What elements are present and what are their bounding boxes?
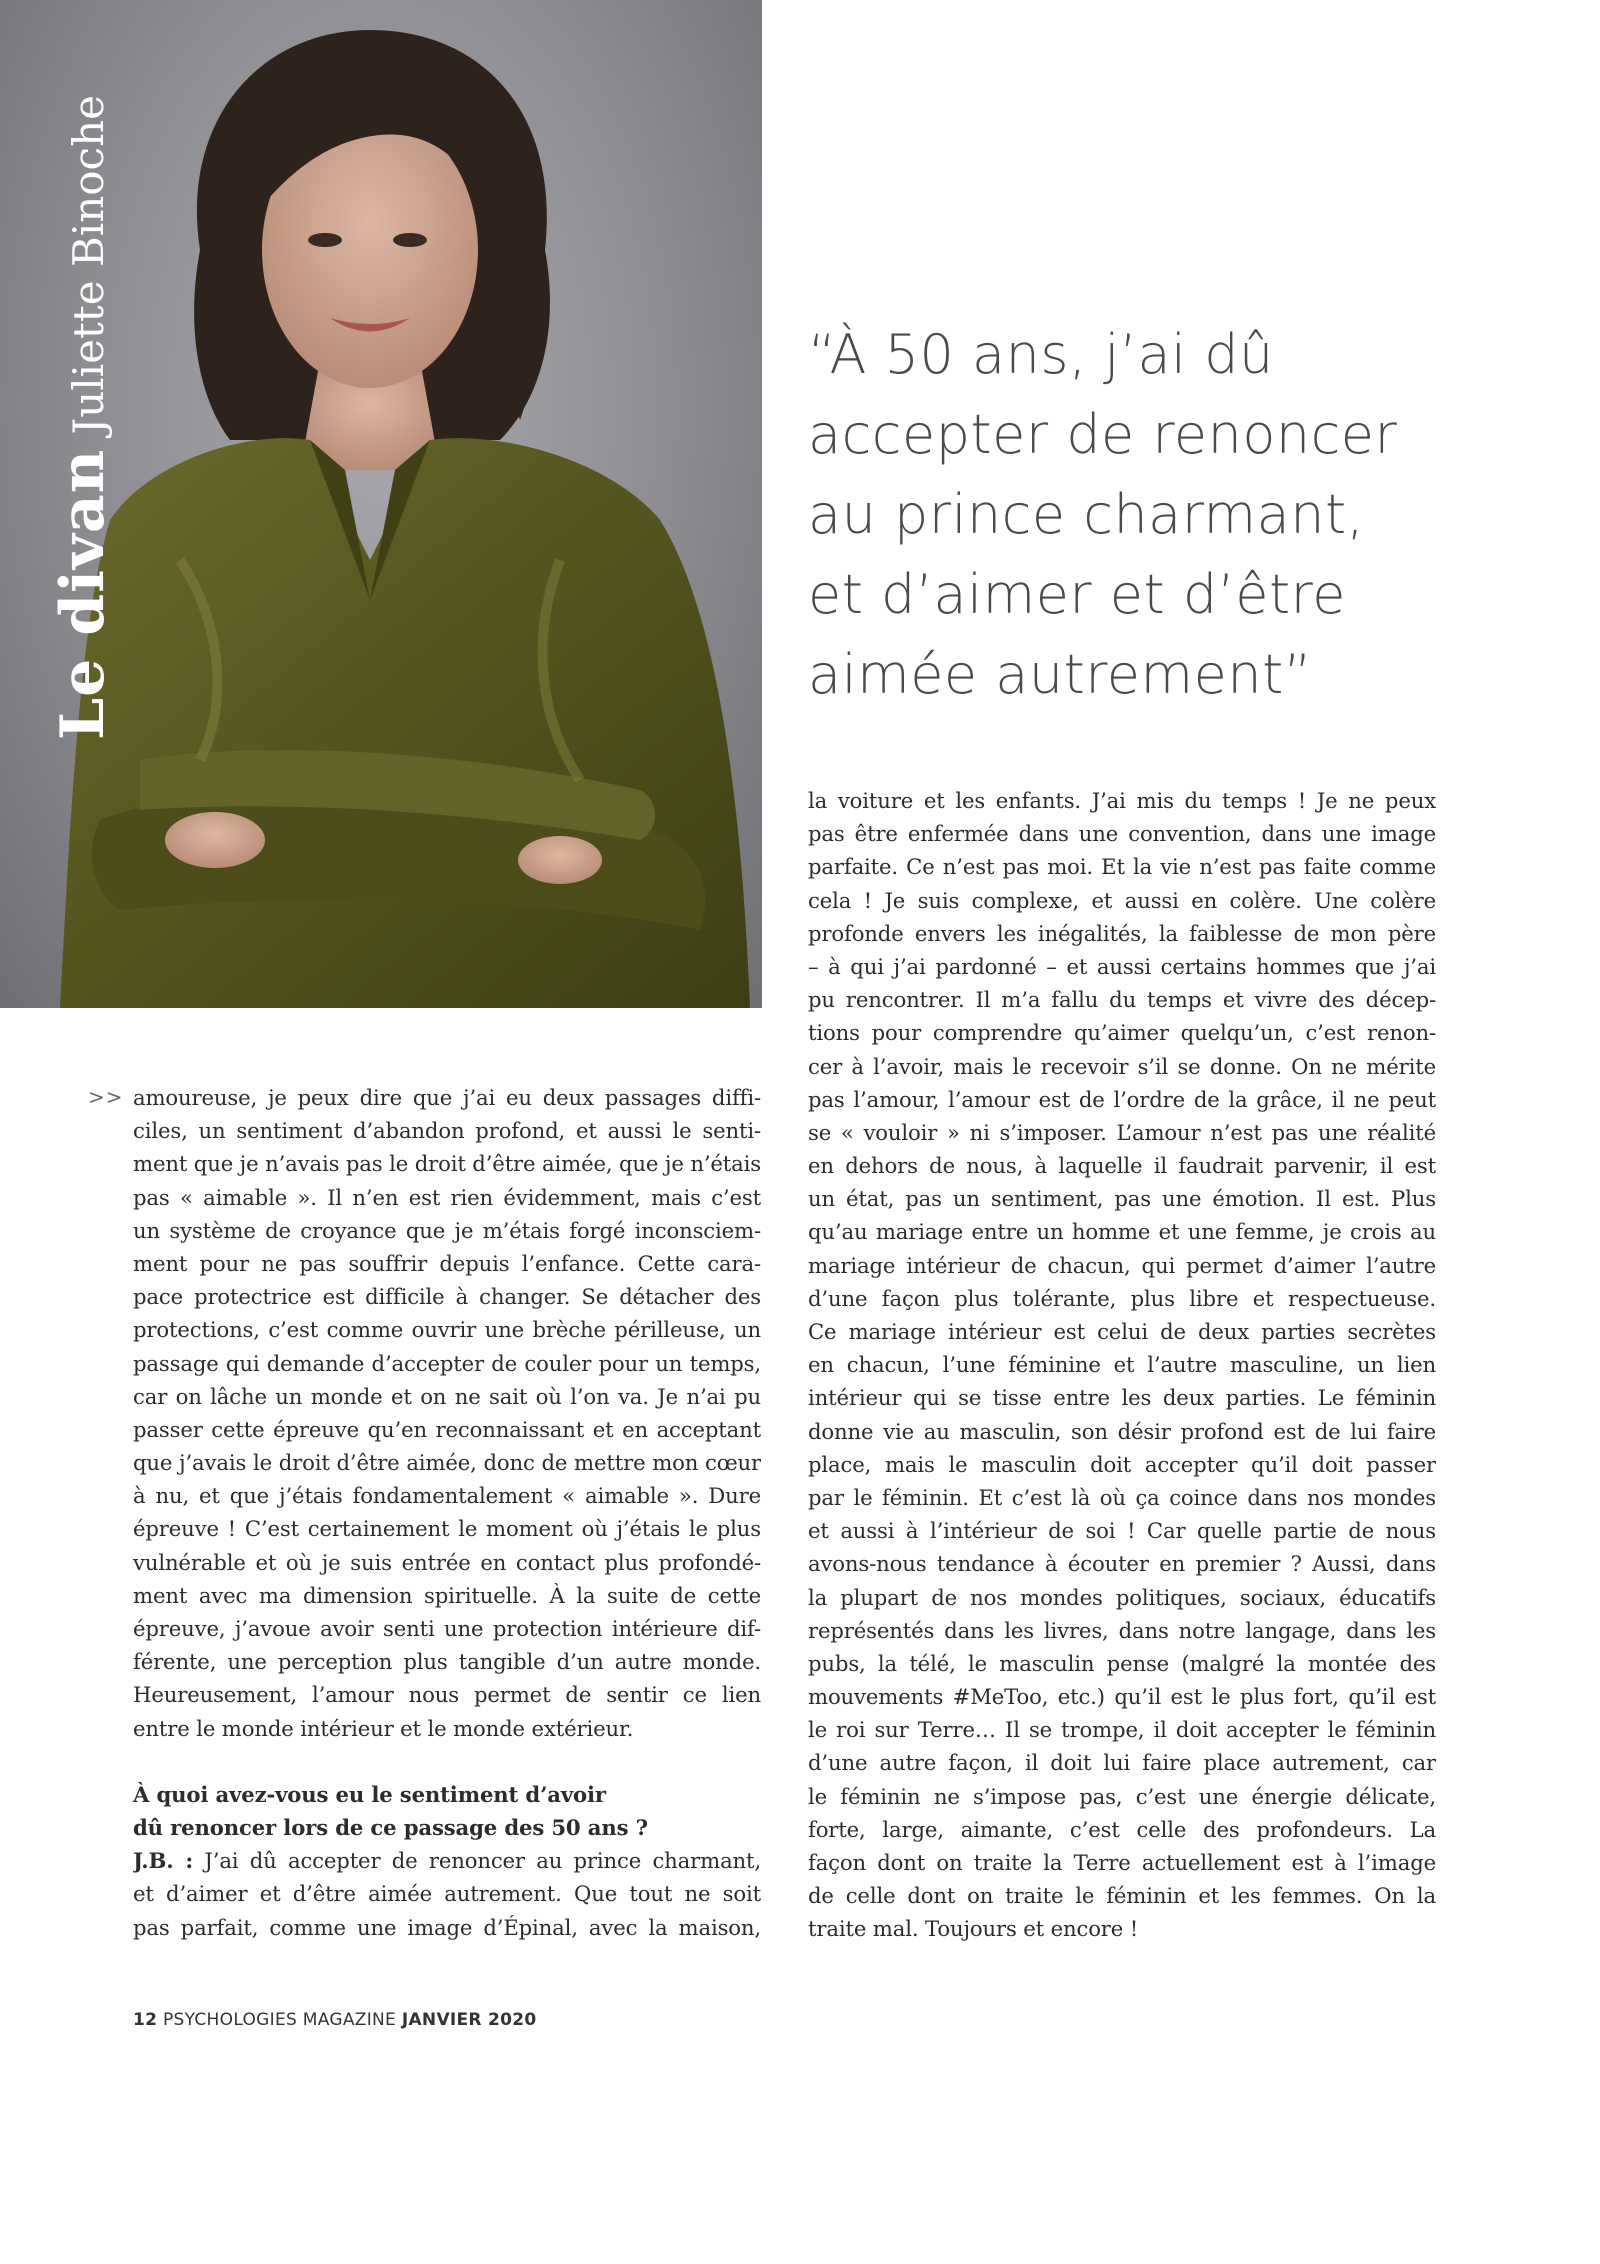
text-line: épreuve, j’avoue avoir senti une protection intérieure dif-	[133, 1616, 761, 1641]
text-line: vulnérable et où je suis entrée en contact plus profondé-	[133, 1549, 761, 1575]
text-line: Ce mariage intérieur est celui de deux parties secrètes	[808, 1319, 1436, 1344]
question-line: À quoi avez-vous eu le sentiment d’avoir	[133, 1781, 606, 1807]
answer-first-text: J’ai dû accepter de renoncer au prince charmant,	[193, 1848, 761, 1874]
answer-line: pas parfait, comme une image d’Épinal, avec la maison,	[133, 1914, 761, 1940]
text-line: pas l’amour, l’amour est de l’ordre de la grâce, il ne peut	[808, 1086, 1436, 1112]
text-line: d’une façon plus tolérante, plus libre et respectueuse.	[808, 1285, 1436, 1311]
interviewee-name: Juliette Binoche	[64, 95, 113, 435]
page-footer	[133, 2010, 537, 2030]
text-line: à nu, et que j’étais fondamentalement « aimable ». Dure	[133, 1483, 761, 1509]
left-column-body	[133, 1081, 761, 1745]
issue-date: JANVIER 2020	[401, 2010, 537, 2030]
text-line: pace protectrice est difficile à changer. Se détacher des	[133, 1284, 761, 1310]
text-line: qu’au mariage entre un homme et une femme, je crois au	[808, 1219, 1436, 1245]
text-line: ment pour ne pas souffrir depuis l’enfance. Cette cara-	[133, 1250, 761, 1276]
text-line: profonde envers les inégalités, la faiblesse de mon père	[808, 920, 1436, 946]
text-line: en dehors de nous, à laquelle il faudrait parvenir, il est	[808, 1153, 1436, 1179]
text-line: entre le monde intérieur et le monde extérieur.	[133, 1715, 634, 1741]
question-line: dû renoncer lors de ce passage des 50 ans ?	[133, 1814, 648, 1840]
text-line: – à qui j’ai pardonné – et aussi certains hommes que j’ai	[808, 953, 1436, 979]
answer-speaker: J.B. :	[133, 1848, 194, 1874]
text-line: ciles, un sentiment d’abandon profond, et aussi le senti-	[133, 1118, 761, 1144]
text-line: car on lâche un monde et on ne sait où l’on va. Je n’ai pu	[133, 1383, 761, 1409]
text-line: la plupart de nos mondes politiques, sociaux, éducatifs	[808, 1584, 1436, 1610]
text-line: représentés dans les livres, dans notre langage, dans les	[808, 1617, 1436, 1643]
text-line: de celle dont on traite le féminin et les femmes. On la	[808, 1883, 1436, 1909]
text-line: que j’avais le droit d’être aimée, donc de mettre mon cœur	[133, 1450, 761, 1476]
text-line: un état, pas un sentiment, pas une émotion. Il est. Plus	[808, 1186, 1436, 1212]
text-line: intérieur qui se tisse entre les deux parties. Le féminin	[808, 1385, 1436, 1411]
text-line: pas être enfermée dans une convention, dans une image	[808, 821, 1436, 847]
text-line: forte, large, aimante, c’est celle des profondeurs. La	[808, 1816, 1436, 1842]
text-line: se « vouloir » ni s’imposer. L’amour n’est pas une réalité	[808, 1119, 1436, 1145]
text-line: férente, une perception plus tangible d’un autre monde.	[133, 1649, 761, 1675]
interview-answer	[133, 1844, 761, 1944]
pull-quote-line: au prince charmant,	[808, 483, 1365, 546]
text-line: en chacun, l’une féminine et l’autre masculine, un lien	[808, 1352, 1436, 1378]
text-line: mariage intérieur de chacun, qui permet d’aimer l’autre	[808, 1252, 1436, 1278]
right-column	[808, 784, 1436, 1946]
text-line: le roi sur Terre… Il se trompe, il doit accepter le féminin	[808, 1717, 1436, 1743]
text-line: Heureusement, l’amour nous permet de sentir ce lien	[133, 1682, 761, 1708]
text-line: pubs, la télé, le masculin pense (malgré la montée des	[808, 1650, 1436, 1676]
text-line: ment que je n’avais pas le droit d’être aimée, que je n’étais	[133, 1151, 761, 1177]
text-line: pu rencontrer. Il m’a fallu du temps et vivre des décep-	[808, 987, 1436, 1013]
text-line: mouvements #MeToo, etc.) qu’il est le plus fort, qu’il est	[808, 1684, 1436, 1710]
text-line: protections, c’est comme ouvrir une brèche périlleuse, un	[133, 1317, 761, 1343]
text-line: par le féminin. Et c’est là où ça coince dans nos mondes	[808, 1484, 1436, 1510]
answer-line: et d’aimer et d’être aimée autrement. Que tout ne soit	[133, 1881, 761, 1907]
pull-quote-line: et d’aimer et d’être	[808, 563, 1346, 626]
text-line: pas « aimable ». Il n’en est rien évidemment, mais c’est	[133, 1184, 761, 1210]
text-line: façon dont on traite la Terre actuellement est à l’image	[808, 1850, 1436, 1875]
pull-quote-line: accepter de renoncer	[808, 403, 1398, 466]
text-line: d’une autre façon, il doit lui faire place autrement, car	[808, 1750, 1436, 1776]
text-line: donne vie au masculin, son désir profond est de lui faire	[808, 1418, 1436, 1444]
left-column	[133, 1081, 761, 1944]
pull-quote-line: aimée autrement”	[808, 643, 1313, 706]
text-line: amoureuse, je peux dire que j’ai eu deux passages diffi-	[133, 1085, 761, 1110]
text-line: ment avec ma dimension spirituelle. À la suite de cette	[133, 1582, 761, 1608]
section-label: Le divan	[48, 448, 118, 740]
text-line: la voiture et les enfants. J’ai mis du temps ! Je ne peux	[808, 788, 1436, 813]
text-line: cer à l’avoir, mais le recevoir s’il se donne. On ne mérite	[808, 1053, 1436, 1079]
interview-question	[133, 1778, 761, 1844]
pull-quote	[808, 315, 1508, 715]
text-line: passer cette épreuve qu’en reconnaissant et en acceptant	[133, 1416, 761, 1442]
text-line: le féminin ne s’impose pas, c’est une énergie délicate,	[808, 1783, 1436, 1809]
text-line: cela ! Je suis complexe, et aussi en colère. Une colère	[808, 887, 1436, 913]
text-line: place, mais le masculin doit accepter qu’il doit passer	[808, 1451, 1436, 1477]
text-line: parfaite. Ce n’est pas moi. Et la vie n’est pas faite comme	[808, 854, 1436, 880]
text-line: avons-nous tendance à écouter en premier ? Aussi, dans	[808, 1551, 1436, 1577]
text-line: un système de croyance que je m’étais forgé inconsciem-	[133, 1217, 761, 1243]
magazine-name: PSYCHOLOGIES MAGAZINE	[162, 2010, 397, 2030]
pull-quote-line: “À 50 ans, j’ai dû	[808, 323, 1274, 386]
answer-line	[133, 1844, 761, 1877]
text-line: passage qui demande d’accepter de couler pour un temps,	[133, 1350, 761, 1376]
text-line: tions pour comprendre qu’aimer quelqu’un, c’est renon-	[808, 1020, 1436, 1046]
text-line: épreuve ! C’est certainement le moment où j’étais le plus	[133, 1516, 761, 1542]
right-column-body	[808, 784, 1436, 1946]
text-line: et aussi à l’intérieur de soi ! Car quelle partie de nous	[808, 1518, 1436, 1544]
portrait-photo	[0, 0, 762, 1008]
continuation-mark: >>	[88, 1085, 124, 1109]
text-line: traite mal. Toujours et encore !	[808, 1916, 1139, 1942]
page-number: 12	[133, 2010, 158, 2030]
